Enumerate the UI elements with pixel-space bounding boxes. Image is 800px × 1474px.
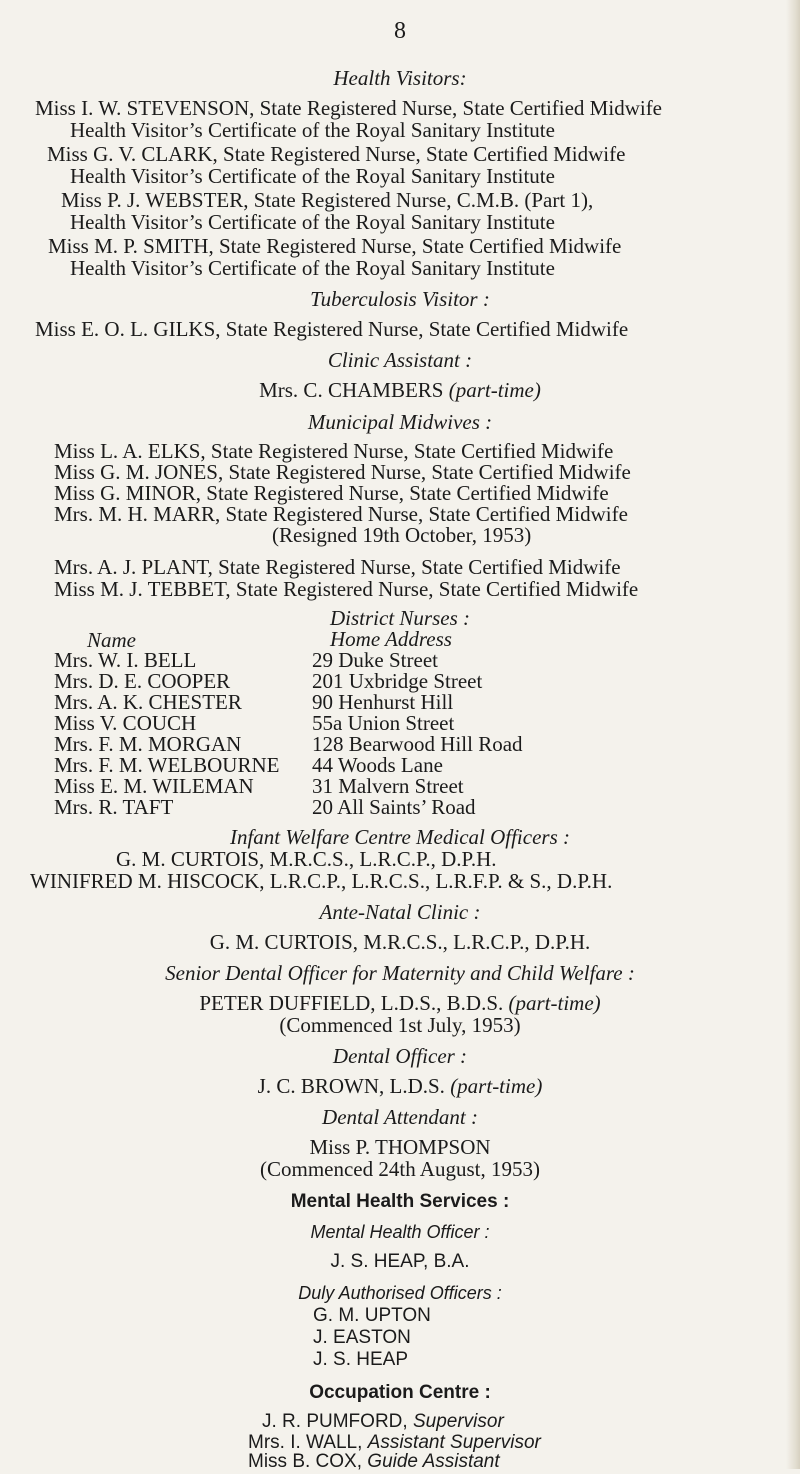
duly-authorised-officer: J. EASTON <box>313 1327 411 1348</box>
dental-officer-name: J. C. BROWN, L.D.S. <box>257 1074 445 1098</box>
nurse-name: Mrs. W. I. BELL <box>54 648 197 672</box>
nurse-name: Mrs. D. E. COOPER <box>54 669 231 693</box>
health-visitor-line: Health Visitor’s Certificate of the Royal Sanitary Institute <box>70 210 555 234</box>
midwife-line: Miss G. MINOR, State Registered Nurse, State Certified Midwife <box>54 481 609 505</box>
duly-authorised-officer: G. M. UPTON <box>313 1305 431 1326</box>
tuberculosis-heading: Tuberculosis Visitor : <box>310 287 490 311</box>
duly-authorised-officer: J. S. HEAP <box>313 1349 409 1370</box>
nurse-address: 44 Woods Lane <box>312 753 443 777</box>
occupation-staff-role: Supervisor <box>412 1411 504 1432</box>
health-visitor-line: Health Visitor’s Certificate of the Royal Sanitary Institute <box>70 256 555 280</box>
district-nurses-heading: District Nurses : <box>329 606 470 630</box>
clinic-assistant-heading: Clinic Assistant : <box>327 348 473 372</box>
midwife-line: Miss G. M. JONES, State Registered Nurse, State Certified Midwife <box>54 460 631 484</box>
dental-attendant-commenced: (Commenced 24th August, 1953) <box>260 1157 540 1181</box>
infant-welfare-heading: Infant Welfare Centre Medical Officers : <box>229 825 570 849</box>
senior-dental-name: PETER DUFFIELD, L.D.S., B.D.S. <box>199 991 504 1015</box>
clinic-assistant-name: Mrs. C. CHAMBERS <box>259 378 444 402</box>
tuberculosis-visitor: Miss E. O. L. GILKS, State Registered Nurse, State Certified Midwife <box>35 317 629 341</box>
occupation-staff-role: Assistant Supervisor <box>367 1432 541 1453</box>
nurse-name: Mrs. A. K. CHESTER <box>54 690 242 714</box>
clinic-assistant <box>0 378 800 402</box>
occupation-staff-role: Guide Assistant <box>367 1451 500 1472</box>
senior-dental-officer <box>0 991 800 1015</box>
nurse-name: Miss E. M. WILEMAN <box>54 774 254 798</box>
duly-authorised-heading: Duly Authorised Officers : <box>298 1283 502 1303</box>
clinic-assistant-note: (part-time) <box>448 378 541 402</box>
page-number: 8 <box>394 18 406 44</box>
dental-officer <box>0 1074 800 1098</box>
nurse-name: Miss V. COUCH <box>54 711 197 735</box>
mental-health-officer-heading: Mental Health Officer : <box>310 1222 490 1242</box>
occupation-staff-name: Miss B. COX, <box>248 1451 363 1472</box>
dental-officer-heading: Dental Officer : <box>332 1044 468 1068</box>
midwife-line: Mrs. M. H. MARR, State Registered Nurse, State Certified Midwife <box>54 502 628 526</box>
page-edge-shadow <box>786 0 800 1469</box>
health-visitor-line: Miss I. W. STEVENSON, State Registered Nurse, State Certified Midwife <box>35 96 663 120</box>
senior-dental-commenced: (Commenced 1st July, 1953) <box>279 1013 521 1037</box>
nurse-address: 128 Bearwood Hill Road <box>312 732 523 756</box>
occupation-staff <box>248 1450 500 1474</box>
dental-attendant-name: Miss P. THOMPSON <box>309 1135 491 1159</box>
health-visitor-line: Health Visitor’s Certificate of the Royal Sanitary Institute <box>70 118 555 142</box>
health-visitor-line: Miss G. V. CLARK, State Registered Nurse, State Certified Midwife <box>47 142 626 166</box>
senior-dental-heading: Senior Dental Officer for Maternity and Child Welfare : <box>165 961 635 985</box>
infant-welfare-officer: G. M. CURTOIS, M.R.C.S., L.R.C.P., D.P.H. <box>116 847 497 871</box>
health-visitor-line: Miss M. P. SMITH, State Registered Nurse, State Certified Midwife <box>48 234 622 258</box>
health-visitor-line: Health Visitor’s Certificate of the Royal Sanitary Institute <box>70 164 555 188</box>
midwife-line: Miss M. J. TEBBET, State Registered Nurse, State Certified Midwife <box>54 577 639 601</box>
dental-attendant-heading: Dental Attendant : <box>322 1105 478 1129</box>
nurse-address: 90 Henhurst Hill <box>312 690 454 714</box>
occupation-staff-name: J. R. PUMFORD, <box>262 1411 408 1432</box>
ante-natal-officer: G. M. CURTOIS, M.R.C.S., L.R.C.P., D.P.H. <box>209 930 591 954</box>
nurse-address: 31 Malvern Street <box>312 774 464 798</box>
ante-natal-heading: Ante-Natal Clinic : <box>319 900 481 924</box>
senior-dental-note: (part-time) <box>508 991 601 1015</box>
health-visitors-heading: Health Visitors: <box>333 66 467 90</box>
nurse-address: 201 Uxbridge Street <box>312 669 483 693</box>
nurse-address: 29 Duke Street <box>312 648 438 672</box>
occupation-centre-heading: Occupation Centre : <box>309 1382 491 1403</box>
nurse-name: Mrs. F. M. WELBOURNE <box>54 753 280 777</box>
mental-health-officer: J. S. HEAP, B.A. <box>330 1251 470 1272</box>
midwife-note: (Resigned 19th October, 1953) <box>272 523 532 547</box>
nurse-address: 55a Union Street <box>312 711 455 735</box>
mental-health-heading: Mental Health Services : <box>290 1191 510 1212</box>
dental-officer-note: (part-time) <box>450 1074 543 1098</box>
column-header-name: Name <box>87 628 136 652</box>
midwife-line: Miss L. A. ELKS, State Registered Nurse, State Certified Midwife <box>54 439 614 463</box>
nurse-name: Mrs. F. M. MORGAN <box>54 732 242 756</box>
occupation-staff-name: Mrs. I. WALL, <box>248 1432 363 1453</box>
midwife-line: Mrs. A. J. PLANT, State Registered Nurse, State Certified Midwife <box>54 555 621 579</box>
infant-welfare-officer: WINIFRED M. HISCOCK, L.R.C.P., L.R.C.S., L.R.F.P. & S., D.P.H. <box>30 869 613 893</box>
health-visitor-line: Miss P. J. WEBSTER, State Registered Nurse, C.M.B. (Part 1), <box>61 188 594 212</box>
column-header-address: Home Address <box>330 627 452 651</box>
municipal-midwives-heading: Municipal Midwives : <box>307 410 493 434</box>
nurse-name: Mrs. R. TAFT <box>54 795 174 819</box>
nurse-address: 20 All Saints’ Road <box>312 795 476 819</box>
